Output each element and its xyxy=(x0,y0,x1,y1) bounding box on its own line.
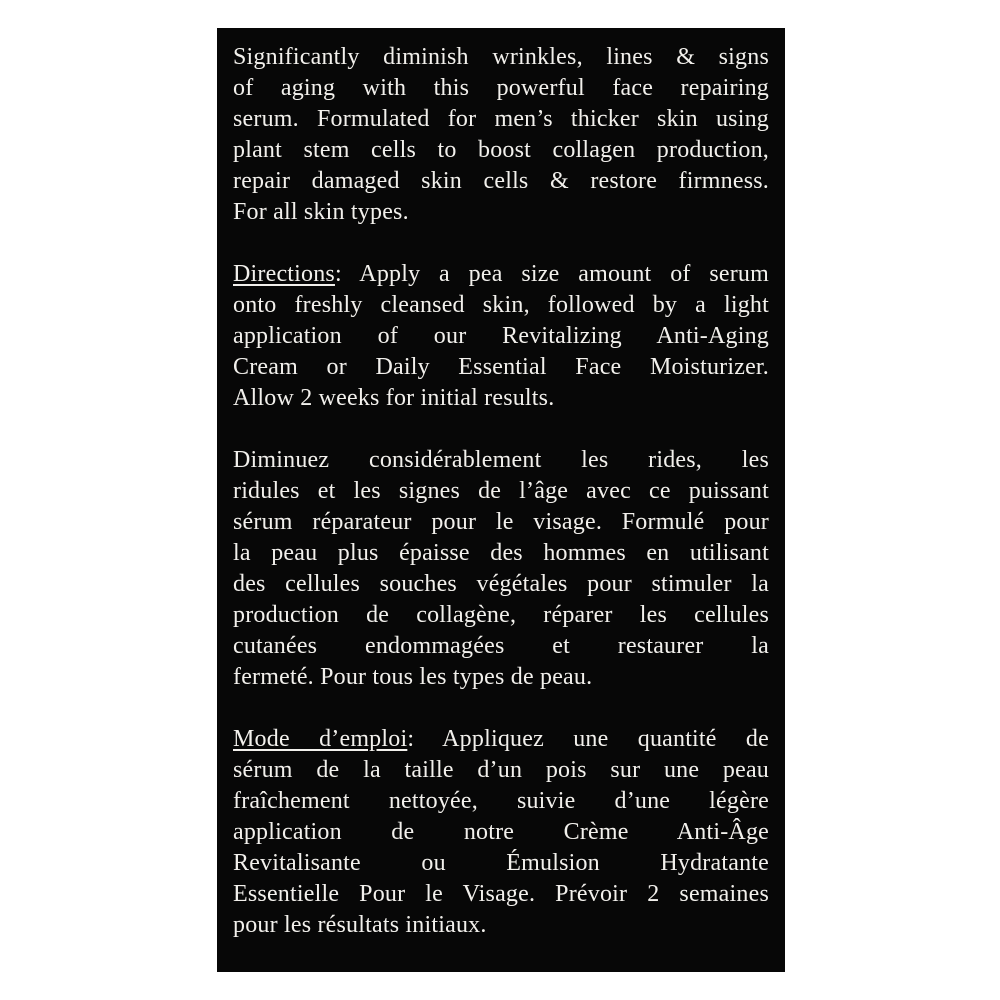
text-line: production de collagène, réparer les cellules xyxy=(233,602,769,628)
text-line: fraîchement nettoyée, suivie d’une légère xyxy=(233,788,769,814)
text-line-rest: : Appliquez une quantité de xyxy=(407,726,769,752)
text-line: la peau plus épaisse des hommes en utilisant xyxy=(233,540,769,566)
text-line: Cream or Daily Essential Face Moisturizer. xyxy=(233,354,769,380)
text-line: fermeté. Pour tous les types de peau. xyxy=(233,664,593,690)
text-line: plant stem cells to boost collagen production, xyxy=(233,137,769,163)
text-line: Essentielle Pour le Visage. Prévoir 2 semaines xyxy=(233,881,769,907)
text-line-rest: : Apply a pea size amount of serum xyxy=(334,261,769,287)
text-line: Significantly diminish wrinkles, lines & signs xyxy=(233,44,769,70)
paragraph-english-description xyxy=(233,42,769,228)
directions-heading: Directions xyxy=(233,261,335,287)
text-line: repair damaged skin cells & restore firmness. xyxy=(233,168,769,194)
text-line: sérum réparateur pour le visage. Formulé pour xyxy=(233,509,769,535)
text-line: Allow 2 weeks for initial results. xyxy=(233,385,555,411)
text-line: of aging with this powerful face repairing xyxy=(233,75,769,101)
text-line: Revitalisante ou Émulsion Hydratante xyxy=(233,850,769,876)
text-line: des cellules souches végétales pour stimuler la xyxy=(233,571,769,597)
text-line: cutanées endommagées et restaurer la xyxy=(233,633,769,659)
text-line: application of our Revitalizing Anti-Aging xyxy=(233,323,769,349)
text-line xyxy=(233,724,769,755)
mode-demploi-heading: Mode d’emploi xyxy=(233,726,408,752)
text-line: sérum de la taille d’un pois sur une peau xyxy=(233,757,769,783)
text-line: application de notre Crème Anti-Âge xyxy=(233,819,769,845)
text-line: Diminuez considérablement les rides, les xyxy=(233,447,769,473)
label-panel xyxy=(217,28,785,972)
text-line: onto freshly cleansed skin, followed by a light xyxy=(233,292,769,318)
text-line xyxy=(233,259,769,290)
paragraph-english-directions xyxy=(233,259,769,414)
paragraph-french-description xyxy=(233,445,769,693)
text-line: For all skin types. xyxy=(233,199,409,225)
text-line: serum. Formulated for men’s thicker skin using xyxy=(233,106,769,132)
text-line: pour les résultats initiaux. xyxy=(233,912,487,938)
paragraph-french-directions xyxy=(233,724,769,941)
text-line: ridules et les signes de l’âge avec ce puissant xyxy=(233,478,769,504)
